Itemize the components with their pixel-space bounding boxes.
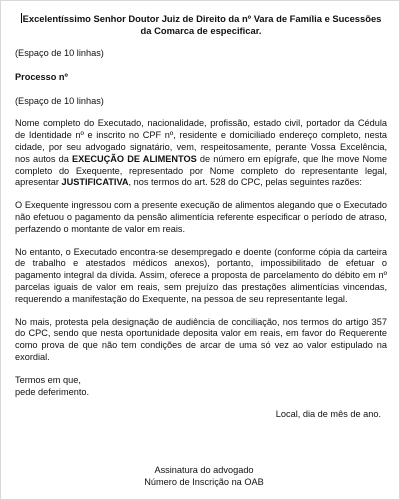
paragraph-4: No mais, protesta pela designação de audiência de conciliação, nos termos do artigo 357 do CPC, sendo que nesta oportunidade deposita valor em reais, em favor do Requerente como prova de que não tem condições de arcar de uma só vez ao valor estipulado na exordial. (15, 316, 387, 362)
paragraph-2: O Exequente ingressou com a presente execução de alimentos alegando que o Executado não efetuou o pagamento da pensão alimentícia referente especificar o período de atraso, perfazendo o montante de valor em reais. (15, 200, 387, 234)
closing-line-1: Termos em que, (15, 374, 81, 385)
text-cursor-icon (21, 13, 22, 23)
spacing-note-2: (Espaço de 10 linhas) (15, 95, 104, 106)
intro-text-3: , nos termos do art. 528 do CPC, pelas seguintes razões: (128, 177, 362, 188)
paragraph-3: No entanto, o Executado encontra-se desempregado e doente (conforme cópia da carteira de trabalho e atestados médicos anexos), portanto, impossibilitado de efetuar o pagamento integral da dívida. Assim, oferece a proposta de parcelamento do débito em nº parcelas iguais de valor em reais, sem prejuízo das prestações alimentícias vincendas, requerendo a manifestação do Exequente, na pessoa de seu representante legal. (15, 246, 387, 304)
document-body (15, 13, 387, 489)
intro-text-2: de número em epígrafe, que lhe move Nome completo do Exequente, representado por Nome completo do representante legal, apresentar (15, 153, 387, 188)
process-label: Processo nº (15, 71, 68, 82)
closing-line-2: pede deferimento. (15, 386, 90, 397)
signature-line-1: Assinatura do advogado (154, 465, 254, 476)
intro-text-1: Nome completo do Executado, nacionalidade, profissão, estado civil, portador da Cédula de Identidade nº e inscrito no CPF nº, residente e domiciliado endereço completo, nesta cidade, por seu advogado signatário, vem, respeitosamente, perante Vossa Excelência, nos autos da (15, 118, 387, 164)
intro-bold-justification: JUSTIFICATIVA (61, 177, 129, 188)
document-heading (15, 13, 387, 37)
place-date: Local, dia de mês de ano. (275, 409, 381, 420)
intro-paragraph (15, 118, 387, 189)
spacing-note-1: (Espaço de 10 linhas) (15, 48, 104, 58)
intro-bold-execution: EXECUÇÃO DE ALIMENTOS (72, 153, 197, 164)
heading-text: Excelentíssimo Senhor Doutor Juiz de Direito da nº Vara de Família e Sucessões da Comarca de especificar. (22, 13, 382, 36)
signature-line-2: Número de Inscrição na OAB (144, 476, 264, 487)
